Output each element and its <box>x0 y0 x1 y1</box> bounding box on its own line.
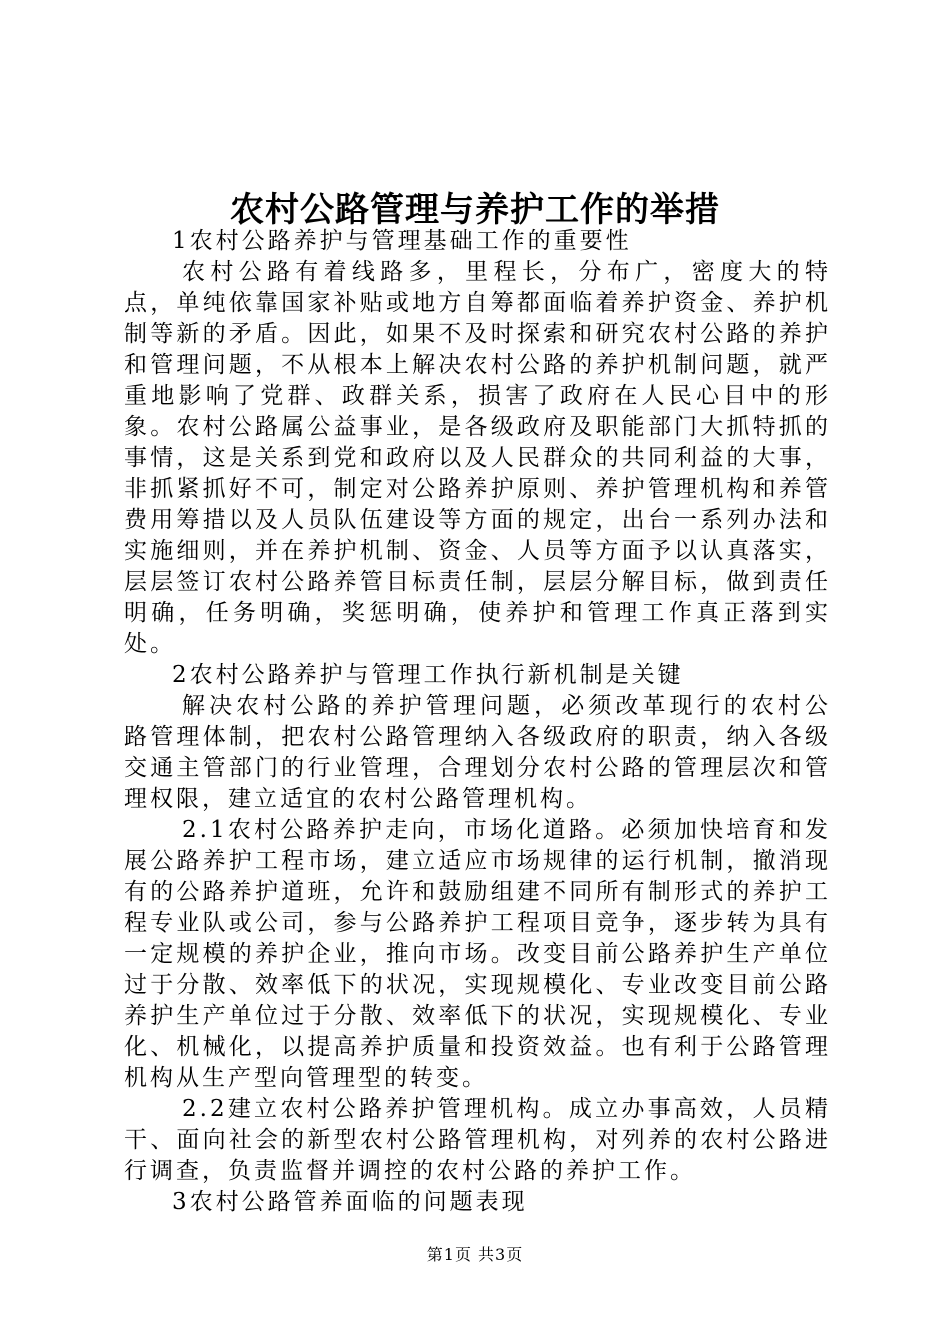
paragraph-1-1: 农村公路有着线路多，里程长，分布广，密度大的特点，单纯依靠国家补贴或地方自筹都面临着养护资金、养护机制等新的矛盾。因此，如果不及时探索和研究农村公路的养护和管理问题，不从根本上解决农村公路的养护机制问题，就严重地影响了党群、政群关系，损害了政府在人民心目中的形象。农村公路属公益事业，是各级政府及职能部门大抓特抓的事情，这是关系到党和政府以及人民群众的共同利益的大事，非抓紧抓好不可，制定对公路养护原则、养护管理机构和养管费用筹措以及人员队伍建设等方面的规定，出台一系列办法和实施细则，并在养护机制、资金、人员等方面予以认真落实，层层签订农村公路养管目标责任制，层层分解目标，做到责任明确，任务明确，奖惩明确，使养护和管理工作真正落到实处。 <box>124 259 831 657</box>
document-body <box>124 226 831 1218</box>
paragraph-2-2: 2.1农村公路养护走向，市场化道路。必须加快培育和发展公路养护工程市场，建立适应市场规律的运行机制，撤消现有的公路养护道班，允许和鼓励组建不同所有制形式的养护工程专业队或公司，参与公路养护工程项目竞争，逐步转为具有一定规模的养护企业，推向市场。改变目前公路养护生产单位过于分散、效率低下的状况，实现规模化、专业改变目前公路养护生产单位过于分散、效率低下的状况，实现规模化、专业化、机械化，以提高养护质量和投资效益。也有利于公路管理机构从生产型向管理型的转变。 <box>124 817 831 1091</box>
paragraph-2-3: 2.2建立农村公路养护管理机构。成立办事高效，人员精干、面向社会的新型农村公路管理机构，对列养的农村公路进行调查，负责监督并调控的农村公路的养护工作。 <box>124 1096 831 1184</box>
page-footer: 第1页 共3页 <box>426 1245 524 1264</box>
section-heading-3: 3农村公路管养面临的问题表现 <box>172 1189 528 1215</box>
document-title: 农村公路管理与养护工作的举措 <box>230 190 720 230</box>
paragraph-2-1: 解决农村公路的养护管理问题，必须改革现行的农村公路管理体制，把农村公路管理纳入各级政府的职责，纳入各级交通主管部门的行业管理，合理划分农村公路的管理层次和管理权限，建立适宜的农村公路管理机构。 <box>124 693 831 812</box>
section-heading-2: 2农村公路养护与管理工作执行新机制是关键 <box>172 662 684 688</box>
section-heading-1: 1农村公路养护与管理基础工作的重要性 <box>172 228 632 254</box>
